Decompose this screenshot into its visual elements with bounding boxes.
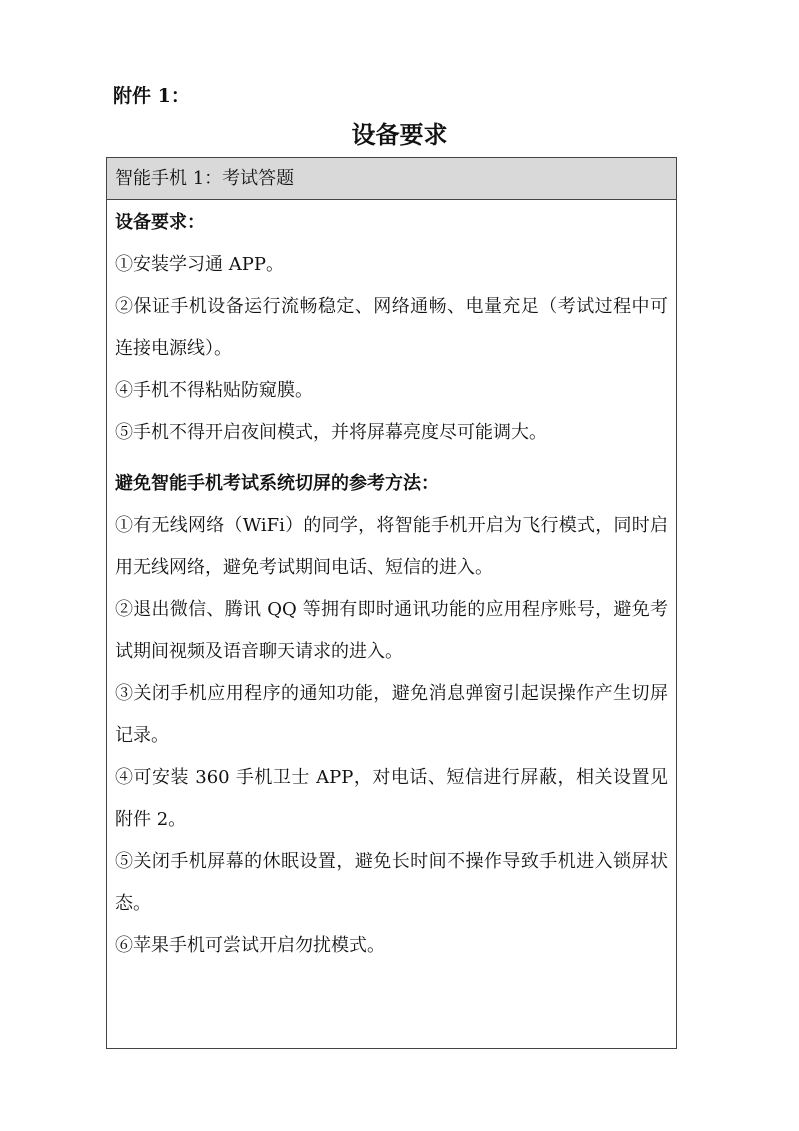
device-requirements-heading: 设备要求： — [115, 212, 205, 233]
method-item-1: ①有无线网络（WiFi）的同学，将智能手机开启为飞行模式，同时启用无线网络，避免考试期间电话、短信的进入。 — [115, 515, 668, 578]
requirement-item-5: ⑤手机不得开启夜间模式，并将屏幕亮度尽可能调大。 — [115, 422, 547, 443]
table-header: 智能手机 1：考试答题 — [107, 158, 676, 200]
method-item-2: ②退出微信、腾讯 QQ 等拥有即时通讯功能的应用程序账号，避免考试期间视频及语音聊天请求的进入。 — [115, 599, 668, 662]
method-item-3: ③关闭手机应用程序的通知功能，避免消息弹窗引起误操作产生切屏记录。 — [115, 683, 668, 746]
document-title: 设备要求 — [351, 120, 448, 149]
method-item-4: ④可安装 360 手机卫士 APP，对电话、短信进行屏蔽，相关设置见附件 2。 — [115, 767, 668, 830]
avoid-switch-heading: 避免智能手机考试系统切屏的参考方法： — [115, 473, 439, 494]
attachment-label: 附件 1： — [113, 85, 190, 107]
requirement-item-1: ①安装学习通 APP。 — [115, 254, 284, 275]
method-item-6: ⑥苹果手机可尝试开启勿扰模式。 — [115, 935, 385, 956]
requirement-item-2: ②保证手机设备运行流畅稳定、网络通畅、电量充足（考试过程中可连接电源线）。 — [115, 296, 668, 359]
method-item-5: ⑤关闭手机屏幕的休眠设置，避免长时间不操作导致手机进入锁屏状态。 — [115, 851, 668, 914]
requirements-table — [106, 157, 677, 1049]
requirement-item-4: ④手机不得粘贴防窥膜。 — [115, 380, 313, 401]
table-body — [107, 201, 676, 967]
